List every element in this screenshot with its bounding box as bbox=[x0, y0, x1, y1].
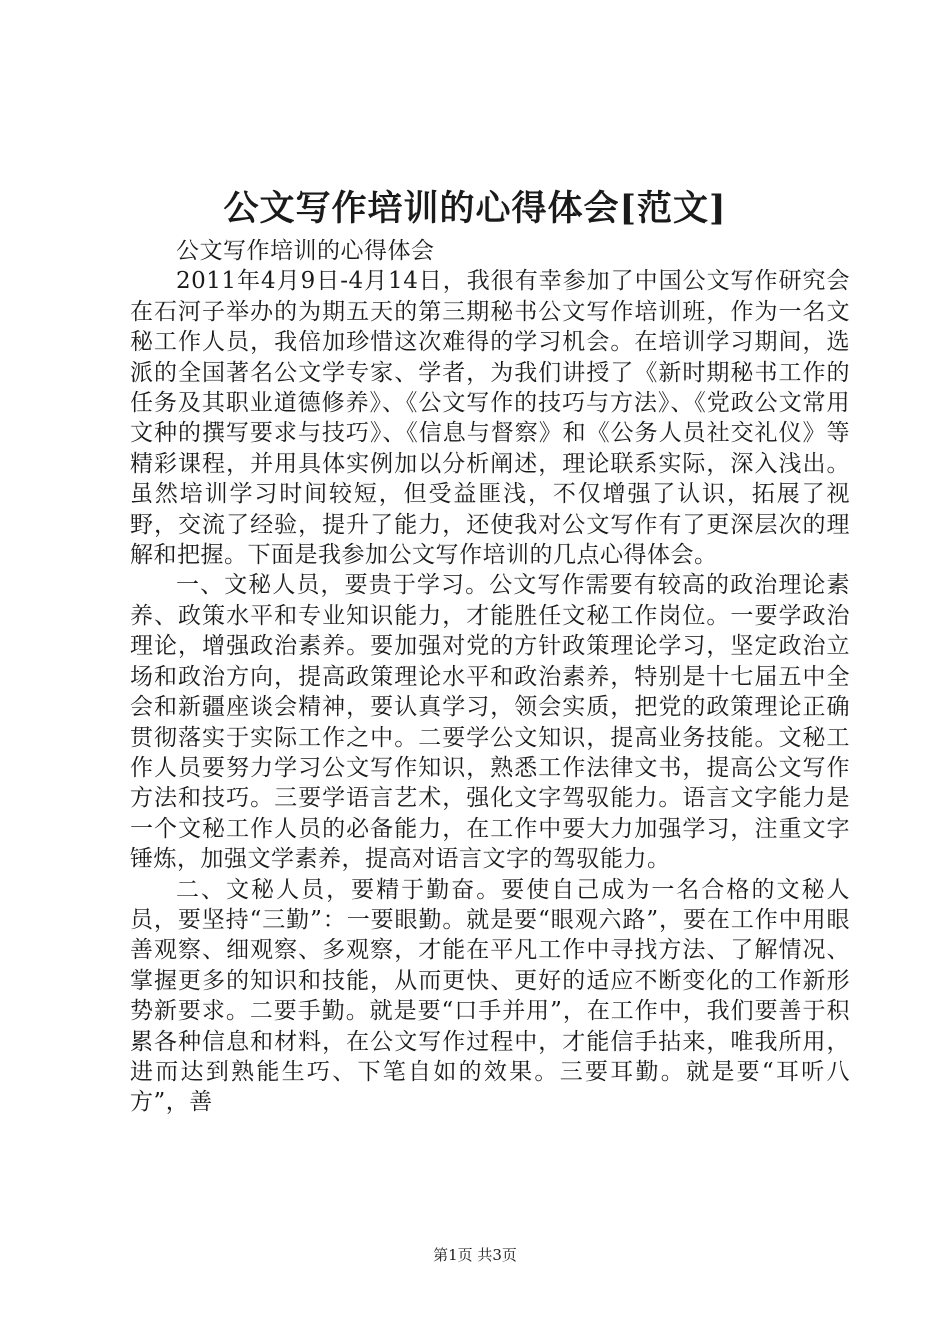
document-body bbox=[130, 236, 850, 1118]
document-title: 公文写作培训的心得体会[范文] bbox=[223, 188, 727, 229]
page-number-footer: 第1页 共3页 bbox=[433, 1246, 517, 1264]
section-one-paragraph: 一、文秘人员，要贵于学习。公文写作需要有较高的政治理论素养、政策水平和专业知识能力，才能胜任文秘工作岗位。一要学政治理论，增强政治素养。要加强对党的方针政策理论学习，坚定政治立场和政治方向，提高政策理论水平和政治素养，特别是十七届五中全会和新疆座谈会精神，要认真学习，领会实质，把党的政策理论正确贯彻落实于实际工作之中。二要学公文知识，提高业务技能。文秘工作人员要努力学习公文写作知识，熟悉工作法律文书，提高公文写作方法和技巧。三要学语言艺术，强化文字驾驭能力。语言文字能力是一个文秘工作人员的必备能力，在工作中要大力加强学习，注重文字锤炼，加强文学素养，提高对语言文字的驾驭能力。 bbox=[130, 572, 850, 873]
intro-paragraph: 2011年4月9日-4月14日，我很有幸参加了中国公文写作研究会在石河子举办的为期五天的第三期秘书公文写作培训班，作为一名文秘工作人员，我倍加珍惜这次难得的学习机会。在培训学习期间，选派的全国著名公文学专家、学者，为我们讲授了《新时期秘书工作的任务及其职业道德修养》、《公文写作的技巧与方法》、《党政公文常用文种的撰写要求与技巧》、《信息与督察》和《公务人员社交礼仪》等精彩课程，并用具体实例加以分析阐述，理论联系实际，深入浅出。虽然培训学习时间较短，但受益匪浅，不仅增强了认识，拓展了视野，交流了经验，提升了能力，还使我对公文写作有了更深层次的理解和把握。下面是我参加公文写作培训的几点心得体会。 bbox=[130, 268, 850, 569]
section-two-paragraph: 二、文秘人员，要精于勤奋。要使自己成为一名合格的文秘人员，要坚持“三勤”：一要眼勤。就是要“眼观六路”，要在工作中用眼善观察、细观察、多观察，才能在平凡工作中寻找方法、了解情况、掌握更多的知识和技能，从而更快、更好的适应不断变化的工作新形势新要求。二要手勤。就是要“口手并用”，在工作中，我们要善于积累各种信息和材料，在公文写作过程中，才能信手拈来，唯我所用，进而达到熟能生巧、下笔自如的效果。三要耳勤。就是要“耳听八方”，善 bbox=[130, 876, 850, 1116]
subtitle-paragraph: 公文写作培训的心得体会 bbox=[176, 238, 435, 264]
